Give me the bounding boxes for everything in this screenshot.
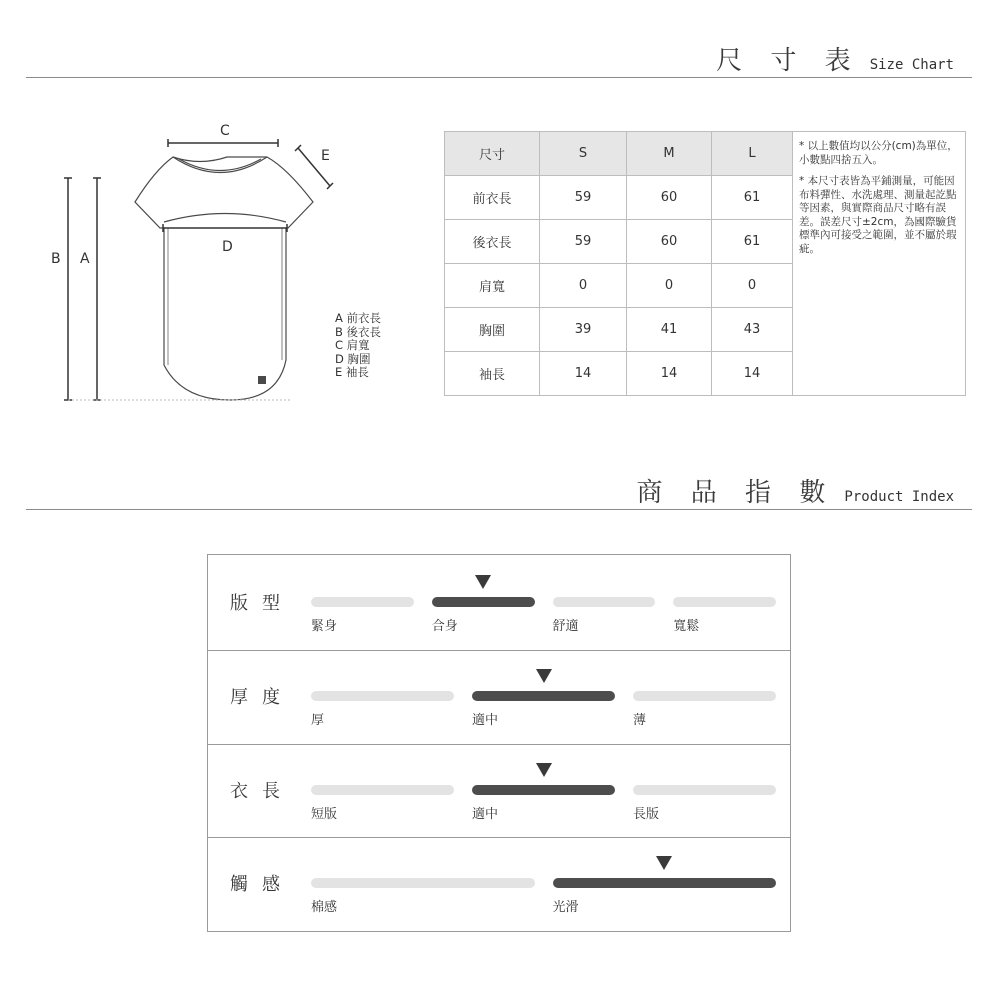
index-option-label: 合身	[431, 618, 458, 634]
selected-marker-icon	[536, 669, 552, 683]
diagram-label-a: A	[80, 251, 90, 267]
table-cell: 61	[712, 220, 793, 264]
row-label: 袖長	[445, 352, 540, 396]
index-segment	[311, 691, 454, 701]
index-segment	[673, 597, 776, 607]
table-cell: 39	[540, 308, 627, 352]
size-chart-heading	[716, 40, 954, 77]
index-option-label: 薄	[633, 713, 647, 728]
table-cell: 0	[540, 264, 627, 308]
row-label: 前衣長	[445, 176, 540, 220]
row-label: 肩寬	[445, 264, 540, 308]
index-option-label: 寬鬆	[673, 618, 700, 634]
product-index-title-en: Product Index	[844, 489, 954, 505]
index-row-label: 觸感	[230, 874, 294, 895]
size-header-cell: S	[540, 132, 627, 176]
size-chart-title: 尺 寸 表	[716, 46, 861, 76]
table-cell: 14	[540, 352, 627, 396]
diagram-label-c: C	[220, 123, 230, 139]
table-cell: 61	[712, 176, 793, 220]
index-option-label: 適中	[472, 806, 499, 822]
index-row-label: 版型	[230, 592, 294, 614]
index-row	[208, 555, 790, 651]
diagram-label-e: E	[321, 148, 330, 164]
index-option-label: 舒適	[552, 618, 579, 634]
legend-item: D 胸圍	[335, 351, 371, 366]
index-segment	[472, 785, 615, 795]
row-label: 後衣長	[445, 220, 540, 264]
index-option-label: 長版	[633, 806, 660, 822]
size-note: * 以上數值均以公分(cm)為單位，小數點四捨五入。	[799, 140, 958, 166]
table-cell: 41	[627, 308, 712, 352]
product-index-title: 商 品 指 數	[636, 478, 836, 508]
table-cell: 59	[540, 176, 627, 220]
table-cell: 0	[712, 264, 793, 308]
legend-item: C 肩寬	[335, 338, 370, 352]
index-option-label: 光滑	[552, 900, 579, 915]
table-cell: 60	[627, 220, 712, 264]
size-header-cell: L	[712, 132, 793, 176]
table-cell: 0	[627, 264, 712, 308]
index-segment	[311, 878, 535, 888]
size-table	[444, 131, 966, 396]
table-cell: 14	[627, 352, 712, 396]
size-notes	[793, 132, 966, 396]
product-index-heading	[637, 472, 954, 509]
product-index-panel	[207, 554, 791, 932]
table-cell: 43	[712, 308, 793, 352]
table-cell: 14	[712, 352, 793, 396]
index-option-label: 適中	[472, 713, 499, 728]
legend-item: E 袖長	[335, 365, 369, 379]
diagram-label-d: D	[222, 239, 233, 255]
index-segment	[311, 785, 454, 795]
legend-item: B 後衣長	[335, 324, 382, 339]
size-chart-rule	[26, 77, 972, 78]
index-row-label: 厚度	[230, 687, 294, 708]
index-segment	[633, 691, 776, 701]
size-header-cell: M	[627, 132, 712, 176]
table-cell: 60	[627, 176, 712, 220]
index-row	[208, 837, 790, 931]
row-label: 胸圍	[445, 308, 540, 352]
index-option-label: 短版	[311, 806, 338, 822]
index-option-label: 緊身	[311, 618, 338, 634]
legend-item: A 前衣長	[335, 311, 382, 325]
index-segment	[432, 597, 535, 607]
index-segment	[553, 878, 777, 888]
index-segment	[311, 597, 414, 607]
selected-marker-icon	[536, 763, 552, 777]
table-cell: 59	[540, 220, 627, 264]
selected-marker-icon	[656, 856, 672, 870]
index-row	[208, 650, 790, 745]
index-segment	[633, 785, 776, 795]
index-row-label: 衣長	[230, 780, 294, 802]
size-table-header-row	[445, 132, 966, 176]
size-header-cell: 尺寸	[445, 132, 540, 176]
size-chart-title-en: Size Chart	[869, 57, 954, 73]
selected-marker-icon	[475, 575, 491, 589]
index-option-label: 棉感	[311, 900, 338, 915]
garment-diagram	[40, 110, 420, 410]
index-segment	[472, 691, 615, 701]
measurement-legend	[335, 312, 381, 380]
index-option-label: 厚	[311, 713, 325, 728]
size-note: * 本尺寸表皆為平鋪測量，可能因布料彈性、水洗處理、測量起訖點等因素，與實際商品尺寸略有誤差。誤差尺寸±2cm，為國際驗貨標準內可接受之範圍，並不屬於瑕疵。	[799, 175, 957, 255]
diagram-label-b: B	[51, 251, 61, 267]
index-row	[208, 744, 790, 838]
index-segment	[553, 597, 656, 607]
product-index-rule	[26, 509, 972, 510]
